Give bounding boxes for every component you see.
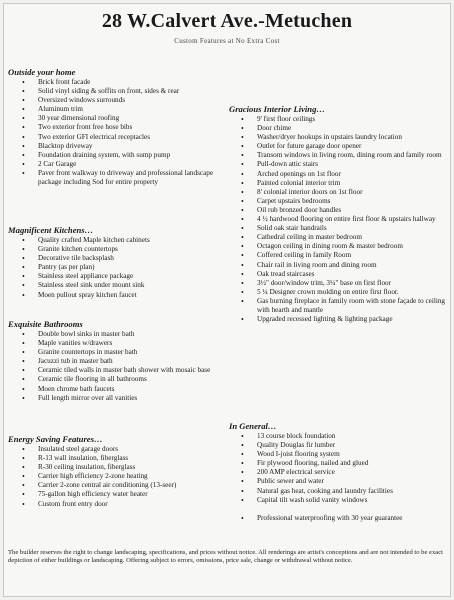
feature-item: • 13 course block foundation: [229, 432, 447, 441]
feature-item: • 5 ¼ Designer crown molding on entire first floor.: [229, 288, 447, 297]
feature-item: • R-13 wall insulation, fiberglass: [8, 454, 230, 463]
feature-item: • Two exterior GFI electrical receptacles: [8, 133, 230, 142]
feature-item: • Granite countertops in master bath: [8, 348, 230, 357]
feature-item: • Moen pullout spray kitchen faucet: [8, 291, 230, 300]
feature-item: • Decorative tile backsplash: [8, 254, 230, 263]
feature-list: [8, 445, 230, 509]
feature-item: • Oversized windows surrounds: [8, 96, 230, 105]
feature-list: [8, 236, 230, 300]
feature-item: • Solid oak stair handrails: [229, 224, 447, 233]
section-heading: In General…: [229, 421, 277, 431]
feature-item: • Door chime: [229, 124, 447, 133]
feature-item: • Quality Douglas fir lumber: [229, 441, 447, 450]
feature-item: • Pull-down attic stairs: [229, 160, 447, 169]
feature-item: • Ceramic tile flooring in all bathrooms: [8, 375, 230, 384]
section-outside: [8, 66, 230, 187]
feature-item: • 2 Car Garage: [8, 160, 230, 169]
section-heading: Energy Saving Features…: [8, 434, 103, 444]
feature-item: • Capital tilt wash solid vanity windows: [229, 496, 447, 505]
feature-item: • Brick front facade: [8, 78, 230, 87]
section-kitchens: [8, 224, 230, 300]
page-subtitle: Custom Features at No Extra Cost: [174, 37, 280, 45]
feature-item: • 4 ½ hardwood flooring on entire first floor & upstairs hallway: [229, 215, 447, 224]
feature-item: • Two exterior front free hose bibs: [8, 123, 230, 132]
feature-item: • Double bowl sinks in master bath: [8, 330, 230, 339]
feature-item: • Full length mirror over all vanities: [8, 394, 230, 403]
feature-item: • Public sewer and water: [229, 477, 447, 486]
feature-item: • 8' colonial interior doors on 1st floor: [229, 188, 447, 197]
section-general: [229, 420, 447, 523]
feature-item: • Paver front walkway to driveway and professional landscape package including Sod for entire property: [8, 169, 230, 187]
feature-item: • Oil rub bronzed door handles: [229, 206, 447, 215]
feature-list: [229, 115, 447, 324]
feature-item: • Custom front entry door: [8, 500, 230, 509]
feature-item: • 75-gallon high efficiency water heater: [8, 490, 230, 499]
feature-item: • Arched openings on 1st floor: [229, 170, 447, 179]
section-interior: [229, 103, 447, 324]
feature-item: • Outlet for future garage door opener: [229, 142, 447, 151]
feature-item: • Cathedral ceiling in master bedroom: [229, 233, 447, 242]
feature-item: • Stainless steel appliance package: [8, 272, 230, 281]
feature-item: • R-30 ceiling insulation, fiberglass: [8, 463, 230, 472]
section-heading: Magnificent Kitchens…: [8, 225, 94, 235]
feature-item: • Washer/dryer hookups in upstairs laundry location: [229, 133, 447, 142]
feature-item: • 3½" door/window trim, 3¼" base on first floor: [229, 279, 447, 288]
feature-list: [8, 330, 230, 403]
feature-item: • Octagon ceiling in dining room & master bedroom: [229, 242, 447, 251]
feature-item: • Solid vinyl siding & soffits on front, sides & rear: [8, 87, 230, 96]
feature-item: [229, 505, 447, 514]
feature-item: • Granite kitchen countertops: [8, 245, 230, 254]
feature-list: [229, 432, 447, 523]
feature-item: • Chair rail in living room and dining room: [229, 261, 447, 270]
feature-item: • Transom windows in living room, dining room and family room: [229, 151, 447, 160]
feature-item: • Stainless steel sink under mount sink: [8, 281, 230, 290]
feature-item: • Fir plywood flooring, nailed and glued: [229, 459, 447, 468]
feature-item: • Insulated steel garage doors: [8, 445, 230, 454]
section-heading: Gracious Interior Living…: [229, 104, 325, 114]
section-bathrooms: [8, 318, 230, 403]
feature-item: • Gas burning fireplace in family room with stone façade to ceiling with hearth and mantle: [229, 297, 447, 315]
feature-item: • Pantry (as per plan): [8, 263, 230, 272]
feature-item: • 9' first floor ceilings: [229, 115, 447, 124]
feature-item: • 30 year dimensional roofing: [8, 114, 230, 123]
feature-item: • Natural gas heat, cooking and laundry facilities: [229, 487, 447, 496]
feature-item: • 200 AMP electrical service: [229, 468, 447, 477]
feature-item: • Carrier high efficiency 2-zone heating: [8, 472, 230, 481]
feature-item: • Upgraded recessed lighting & lighting package: [229, 315, 447, 324]
feature-item: • Blacktop driveway: [8, 142, 230, 151]
feature-list: [8, 78, 230, 187]
feature-item: • Foundation draining system, with sump pump: [8, 151, 230, 160]
feature-item: • Jacuzzi tub in master bath: [8, 357, 230, 366]
feature-item: • Carpet upstairs bedrooms: [229, 197, 447, 206]
feature-item: • Professional waterproofing with 30 year guarantee: [229, 514, 447, 523]
feature-item: • Ceramic tiled walls in master bath shower with mosaic base: [8, 366, 230, 375]
feature-item: • Oak tread staircases: [229, 270, 447, 279]
feature-item: • Moen chrome bath faucets: [8, 385, 230, 394]
feature-item: • Painted colonial interior trim: [229, 179, 447, 188]
section-energy: [8, 433, 230, 509]
feature-item: • Coffered ceiling in family Room: [229, 251, 447, 260]
feature-item: • Aluminum trim: [8, 105, 230, 114]
section-heading: Outside your home: [8, 67, 76, 77]
section-heading: Exquisite Bathrooms: [8, 319, 83, 329]
disclaimer-footer: The builder reserves the right to change landscaping, specifications, and prices without notice. All renderings are artist's conceptions and are not intended to be exact depiction of either buildings or landscaping. Offering subject to errors, omissions, price sale, change or withdrawal without notice.: [8, 549, 443, 565]
feature-item: • Maple vanities w/drawers: [8, 339, 230, 348]
page-title: 28 W.Calvert Ave.-Metuchen: [101, 10, 353, 32]
feature-item: • Wood I-joist flooring system: [229, 450, 447, 459]
feature-item: • Carrier 2-zone central air conditioning (13-seer): [8, 481, 230, 490]
feature-item: • Quality crafted Maple kitchen cabinets: [8, 236, 230, 245]
